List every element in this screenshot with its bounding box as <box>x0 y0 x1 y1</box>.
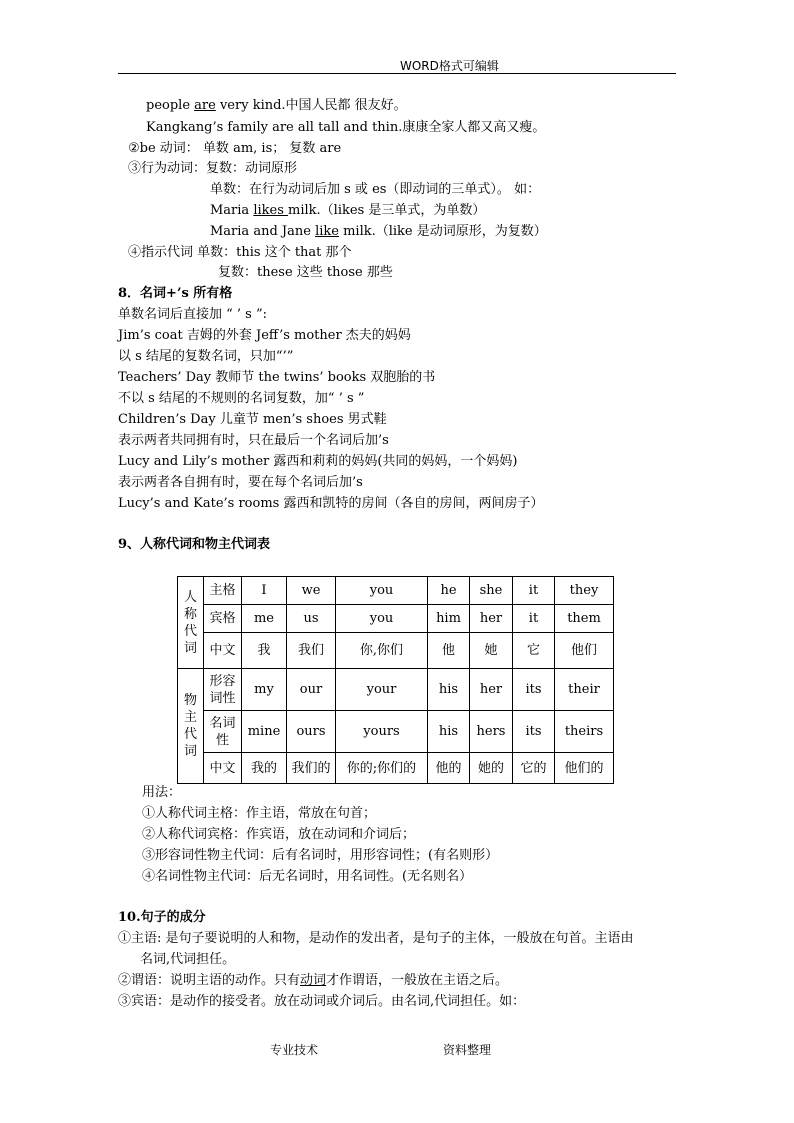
row-label: 主格 <box>204 577 242 605</box>
line-demonstrative-plural: 复数：these 这些 those 那些 <box>218 265 393 280</box>
section-8-line: 表示两者共同拥有时，只在最后一个名词后加’s <box>118 433 389 448</box>
table-cell: he <box>428 577 470 605</box>
subject-line-cont: 名词,代词担任。 <box>140 952 236 967</box>
group-label-personal: 人称代词 <box>178 577 204 669</box>
table-cell: 我的 <box>242 753 287 784</box>
section-8-line: Jim’s coat 吉姆的外套 Jeff’s mother 杰夫的妈妈 <box>118 328 411 343</box>
table-cell: 你的;你们的 <box>336 753 428 784</box>
text: Maria <box>210 203 254 218</box>
usage-item: ④名词性物主代词：后无名词时，用名词性。(无名则名） <box>142 869 473 884</box>
table-cell: him <box>428 605 470 633</box>
section-8-line: Children’s Day 儿童节 men’s shoes 男式鞋 <box>118 412 387 427</box>
table-cell: we <box>287 577 336 605</box>
section-8-line: 以 s 结尾的复数名词，只加“’” <box>118 349 294 364</box>
table-cell: them <box>555 605 614 633</box>
table-cell: its <box>513 711 555 753</box>
row-label: 宾格 <box>204 605 242 633</box>
footer-right: 资料整理 <box>443 1043 492 1057</box>
text: ②谓语：说明主语的动作。只有 <box>118 973 301 988</box>
table-cell: 她的 <box>470 753 513 784</box>
table-cell: they <box>555 577 614 605</box>
table-cell: me <box>242 605 287 633</box>
table-cell: her <box>470 605 513 633</box>
table-cell: its <box>513 669 555 711</box>
section-8-line: 单数名词后直接加 “ ’ s ”: <box>118 307 268 322</box>
section-8-line: Lucy’s and Kate’s rooms 露西和凯特的房间（各自的房间，两间房子） <box>118 496 544 511</box>
table-cell: 我 <box>242 633 287 669</box>
table-cell: hers <box>470 711 513 753</box>
line-singular: 单数：在行为动词后加 s 或 es（即动词的三单式）。 如： <box>210 182 541 197</box>
table-cell: yours <box>336 711 428 753</box>
row-label: 中文 <box>204 753 242 784</box>
table-cell: 它的 <box>513 753 555 784</box>
text: Maria and Jane <box>210 224 316 239</box>
predicate-line <box>118 971 508 991</box>
page-header-title: WORD格式可编辑 <box>400 59 499 73</box>
table-row <box>178 711 614 753</box>
footer-left: 专业技术 <box>270 1043 319 1057</box>
table-row <box>178 605 614 633</box>
section-8-title: 8．名词+’s 所有格 <box>118 286 233 301</box>
table-row <box>178 577 614 605</box>
section-8-line: 表示两者各自拥有时，要在每个名词后加’s <box>118 475 363 490</box>
pronoun-table <box>177 576 614 784</box>
usage-item: ②人称代词宾格：作宾语，放在动词和介词后； <box>142 827 416 842</box>
table-cell: 他的 <box>428 753 470 784</box>
usage-item: ①人称代词主格：作主语，常放在句首； <box>142 806 377 821</box>
row-label: 名词性 <box>204 711 242 753</box>
section-10-title: 10.句子的成分 <box>118 910 206 925</box>
table-row <box>178 669 614 711</box>
table-cell: she <box>470 577 513 605</box>
table-cell: 他们的 <box>555 753 614 784</box>
row-label: 形容词性 <box>204 669 242 711</box>
underlined-text: like <box>315 224 339 239</box>
table-cell: 它 <box>513 633 555 669</box>
group-label-possessive: 物主代词 <box>178 669 204 784</box>
table-cell: our <box>287 669 336 711</box>
section-8-line: Lucy and Lily’s mother 露西和莉莉的妈妈(共同的妈妈，一个妈妈) <box>118 454 518 469</box>
table-cell: 我们的 <box>287 753 336 784</box>
table-cell: mine <box>242 711 287 753</box>
table-cell: you <box>336 605 428 633</box>
text: milk.（like 是动词原形，为复数） <box>338 224 547 239</box>
underlined-text: are <box>194 98 216 113</box>
table-cell: 她 <box>470 633 513 669</box>
table-cell: it <box>513 577 555 605</box>
table-cell: 你,你们 <box>336 633 428 669</box>
table-cell: you <box>336 577 428 605</box>
underlined-text: likes <box>253 203 289 218</box>
table-cell: their <box>555 669 614 711</box>
text: milk.（likes 是三单式，为单数） <box>288 203 486 218</box>
table-cell: theirs <box>555 711 614 753</box>
line-action-verb: ③行为动词：复数：动词原形 <box>128 161 298 176</box>
text: 才作谓语，一般放在主语之后。 <box>326 973 509 988</box>
line-be-verb: ②be 动词： 单数 am, is； 复数 are <box>128 141 342 156</box>
line-people-kind <box>146 96 407 116</box>
line-kangkang: Kangkang’s family are all tall and thin.康康全家人都又高又瘦。 <box>146 120 546 135</box>
section-8-line: 不以 s 结尾的不规则的名词复数，加“ ’ s ” <box>118 391 365 406</box>
line-maria-jane-like <box>210 222 547 242</box>
usage-item: ③形容词性物主代词：后有名词时，用形容词性；(有名则形） <box>142 848 499 863</box>
table-cell: it <box>513 605 555 633</box>
table-cell: 他们 <box>555 633 614 669</box>
line-maria-likes <box>210 201 485 221</box>
table-cell: us <box>287 605 336 633</box>
table-cell: his <box>428 711 470 753</box>
table-cell: his <box>428 669 470 711</box>
text: people <box>146 98 195 113</box>
section-8-line: Teachers’ Day 教师节 the twins’ books 双胞胎的书 <box>118 370 436 385</box>
section-9-title: 9、人称代词和物主代词表 <box>118 537 271 552</box>
table-cell: 我们 <box>287 633 336 669</box>
line-demonstrative-singular: ④指示代词 单数：this 这个 that 那个 <box>128 245 352 260</box>
text: very kind.中国人民都 很友好。 <box>215 98 407 113</box>
table-cell: I <box>242 577 287 605</box>
object-line: ③宾语：是动作的接受者。放在动词或介词后。由名词,代词担任。如： <box>118 994 526 1009</box>
header-rule <box>118 73 676 74</box>
table-cell: 他 <box>428 633 470 669</box>
table-cell: my <box>242 669 287 711</box>
table-cell: your <box>336 669 428 711</box>
table-row <box>178 633 614 669</box>
usage-title: 用法： <box>142 785 182 800</box>
table-cell: her <box>470 669 513 711</box>
table-row <box>178 753 614 784</box>
subject-line: ①主语: 是句子要说明的人和物，是动作的发出者，是句子的主体，一般放在句首。主语由 <box>118 931 634 946</box>
table-cell: ours <box>287 711 336 753</box>
row-label: 中文 <box>204 633 242 669</box>
underlined-text: 动词 <box>300 973 327 988</box>
